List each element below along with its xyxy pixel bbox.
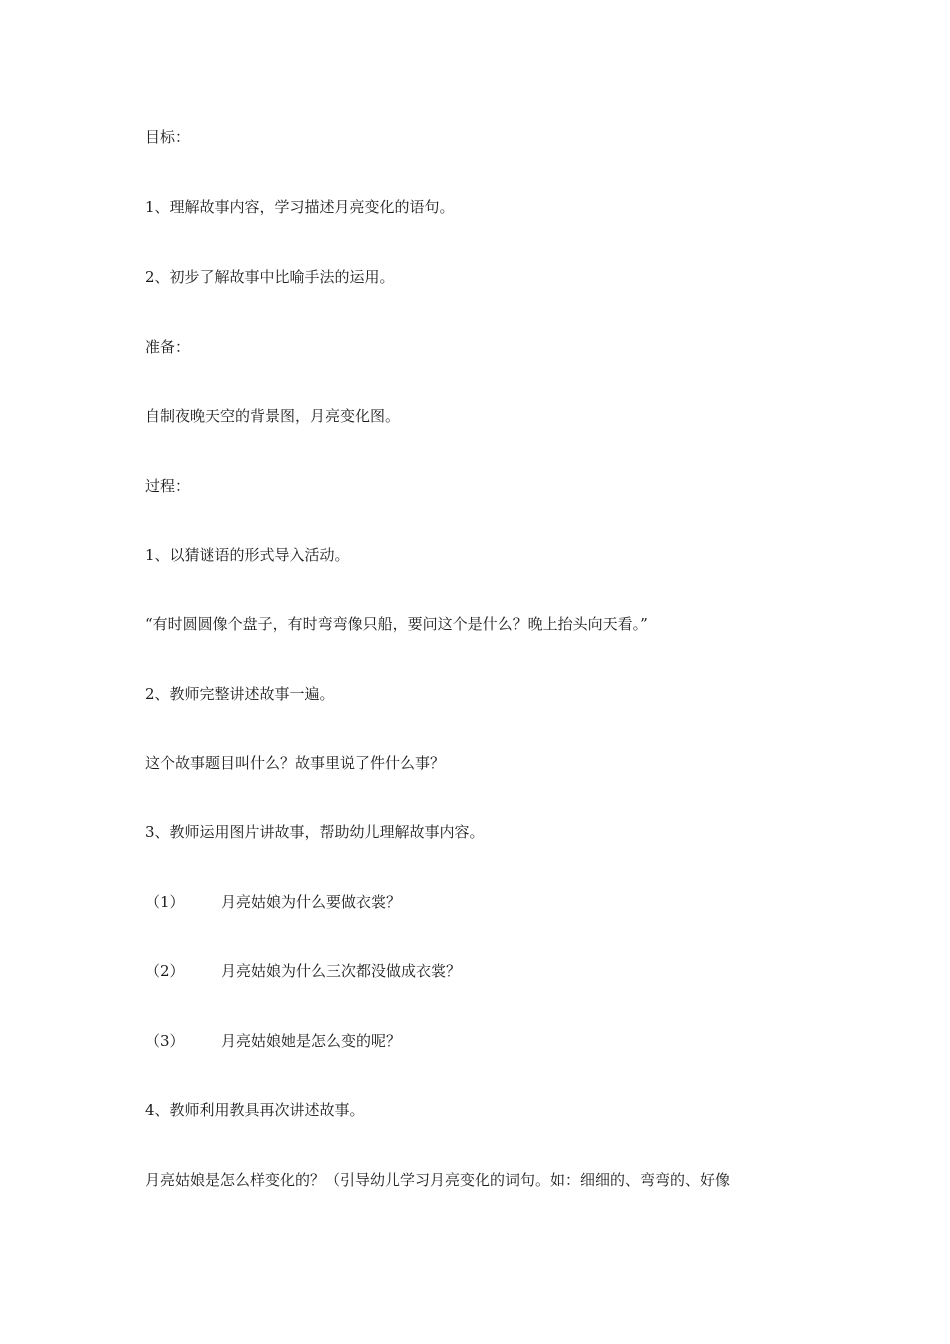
goal-item-1: 1、理解故事内容，学习描述月亮变化的语句。 xyxy=(145,198,455,216)
process-step-4: 4、教师利用教具再次讲述故事。 xyxy=(145,1101,365,1119)
sub-item-2 xyxy=(145,961,461,981)
process-step-1: 1、以猜谜语的形式导入活动。 xyxy=(145,546,350,564)
sub-item-text: 月亮姑娘为什么要做衣裳？ xyxy=(221,893,402,911)
heading-goal: 目标： xyxy=(145,128,191,146)
sub-item-text: 月亮姑娘她是怎么变的呢？ xyxy=(221,1032,402,1050)
heading-preparation: 准备： xyxy=(145,338,191,356)
sub-item-number: （1） xyxy=(145,893,185,911)
process-step-2: 2、教师完整讲述故事一遍。 xyxy=(145,685,335,703)
process-step-3: 3、教师运用图片讲故事，帮助幼儿理解故事内容。 xyxy=(145,823,485,841)
sub-item-3 xyxy=(145,1031,401,1051)
sub-item-number: （2） xyxy=(145,962,185,980)
sub-item-1 xyxy=(145,892,401,912)
riddle-text: “有时圆圆像个盘子，有时弯弯像只船，要问这个是什么？晚上抬头向天看。” xyxy=(145,615,648,633)
goal-item-2: 2、初步了解故事中比喻手法的运用。 xyxy=(145,268,395,286)
question-text-2: 月亮姑娘是怎么样变化的？（引导幼儿学习月亮变化的词句。如：细细的、弯弯的、好像 xyxy=(145,1171,731,1189)
question-text-1: 这个故事题目叫什么？故事里说了件什么事？ xyxy=(145,754,446,772)
heading-process: 过程： xyxy=(145,477,191,495)
sub-item-text: 月亮姑娘为什么三次都没做成衣裳？ xyxy=(221,962,462,980)
preparation-text: 自制夜晚天空的背景图，月亮变化图。 xyxy=(145,407,401,425)
sub-item-number: （3） xyxy=(145,1032,185,1050)
